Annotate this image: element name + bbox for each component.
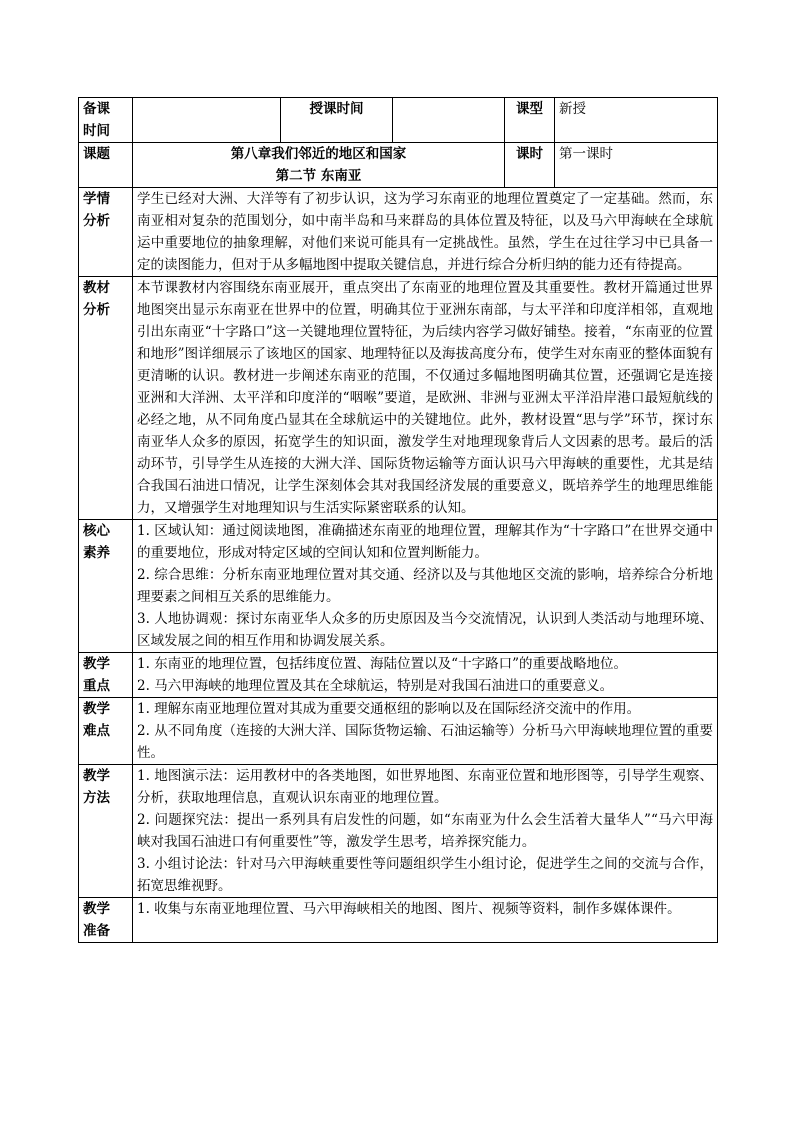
paragraph: 2. 从不同角度（连接的大洲大洋、国际货物运输、石油运输等）分析马六甲海峡地理位置的重要性。 — [137, 723, 713, 761]
section-label: 学情 分析 — [79, 188, 133, 277]
section-content — [133, 653, 718, 698]
paragraph: 1. 理解东南亚地理位置对其成为重要交通枢纽的影响以及在国际经济交流中的作用。 — [137, 701, 641, 717]
lesson-type-label: 课型 — [505, 98, 555, 143]
section-content — [133, 188, 718, 277]
teach-time-label: 授课时间 — [281, 98, 393, 143]
section-label: 教材 分析 — [79, 277, 133, 520]
section-content — [133, 898, 718, 943]
paragraph: 1. 区域认知：通过阅读地图，准确描述东南亚的地理位置，理解其作为“十字路口”在世界交通中的重要地位，形成对特定区域的空间认知和位置判断能力。 — [137, 523, 713, 561]
paragraph: 1. 收集与东南亚地理位置、马六甲海峡相关的地图、图片、视频等资料，制作多媒体课件。 — [137, 901, 681, 917]
paragraph: 2. 马六甲海峡的地理位置及其在全球航运，特别是对我国石油进口的重要意义。 — [137, 678, 614, 694]
section-textbook-analysis — [79, 277, 718, 520]
teach-time-value — [393, 98, 505, 143]
prep-time-value — [133, 98, 281, 143]
chapter-title: 第八章我们邻近的地区和国家 — [230, 146, 407, 162]
paragraph: 本节课教材内容围绕东南亚展开，重点突出了东南亚的地理位置及其重要性。教材开篇通过世界地图突出显示东南亚在世界中的位置，明确其位于亚洲东南部，与太平洋和印度洋相邻，直观地引出东南亚“十字路口”这一关键地理位置特征，为后续内容学习做好铺垫。接着，“东南亚的位置和地形”图详细展示了该地区的国家、地理特征以及海拔高度分布，使学生对东南亚的整体面貌有更清晰的认识。教材进一步阐述东南亚的范围，不仅通过多幅地图明确其位置，还强调它是连接亚洲和大洋洲、太平洋和印度洋的“咽喉”要道，是欧洲、非洲与亚洲太平洋沿岸港口最短航线的必经之地，从不同角度凸显其在全球航运中的关键地位。此外，教材设置“思与学”环节，探讨东南亚华人众多的原因，拓宽学生的知识面，激发学生对地理现象背后人文因素的思考。最后的活动环节，引导学生从连接的大洲大洋、国际货物运输等方面认识马六甲海峡的重要性，尤其是结合我国石油进口情况，让学生深刻体会其对我国经济发展的重要意义，既培养学生的地理思维能力，又增强学生对地理知识与生活实际紧密联系的认知。 — [137, 280, 713, 516]
section-label: 核心 素养 — [79, 520, 133, 653]
section-label: 教学 方法 — [79, 765, 133, 898]
section-content — [133, 520, 718, 653]
paragraph: 学生已经对大洲、大洋等有了初步认识，这为学习东南亚的地理位置奠定了一定基础。然而，东南亚相对复杂的范围划分，如中南半岛和马来群岛的具体位置及特征，以及马六甲海峡在全球航运中重要地位的抽象理解，对他们来说可能具有一定挑战性。虽然，学生在过往学习中已具备一定的读图能力，但对于从多幅地图中提取关键信息，并进行综合分析归纳的能力还有待提高。 — [137, 191, 713, 273]
section-difficulties — [79, 698, 718, 765]
section-teaching-methods — [79, 765, 718, 898]
topic-label: 课题 — [79, 143, 133, 188]
paragraph: 1. 地图演示法：运用教材中的各类地图，如世界地图、东南亚位置和地形图等，引导学生观察、分析，获取地理信息，直观认识东南亚的地理位置。 — [137, 768, 713, 806]
section-core-literacy — [79, 520, 718, 653]
section-learner-analysis — [79, 188, 718, 277]
section-content — [133, 698, 718, 765]
header-row — [79, 98, 718, 143]
paragraph: 2. 问题探究法：提出一系列具有启发性的问题，如“东南亚为什么会生活着大量华人”“马六甲海峡对我国石油进口有何重要性”等，激发学生思考，培养探究能力。 — [137, 812, 713, 850]
section-content — [133, 277, 718, 520]
section-content — [133, 765, 718, 898]
topic-row — [79, 143, 718, 188]
period-value: 第一课时 — [555, 143, 718, 188]
section-label: 教学 准备 — [79, 898, 133, 943]
period-label: 课时 — [505, 143, 555, 188]
section-label: 教学 难点 — [79, 698, 133, 765]
paragraph: 3. 人地协调观：探讨东南亚华人众多的历史原因及当今交流情况，认识到人类活动与地理环境、区域发展之间的相互作用和协调发展关系。 — [137, 611, 713, 649]
lesson-title — [133, 143, 505, 188]
section-title: 第二节 东南亚 — [275, 168, 362, 184]
paragraph: 3. 小组讨论法：针对马六甲海峡重要性等问题组织学生小组讨论，促进学生之间的交流与合作，拓宽思维视野。 — [137, 856, 713, 894]
paragraph: 1. 东南亚的地理位置，包括纬度位置、海陆位置以及“十字路口”的重要战略地位。 — [137, 656, 627, 672]
prep-time-label: 备课 时间 — [79, 98, 133, 143]
section-preparation — [79, 898, 718, 943]
lesson-plan-table — [78, 97, 718, 943]
paragraph: 2. 综合思维：分析东南亚地理位置对其交通、经济以及与其他地区交流的影响，培养综合分析地理要素之间相互关系的思维能力。 — [137, 567, 713, 605]
section-label: 教学 重点 — [79, 653, 133, 698]
section-key-points — [79, 653, 718, 698]
lesson-type-value: 新授 — [555, 98, 718, 143]
